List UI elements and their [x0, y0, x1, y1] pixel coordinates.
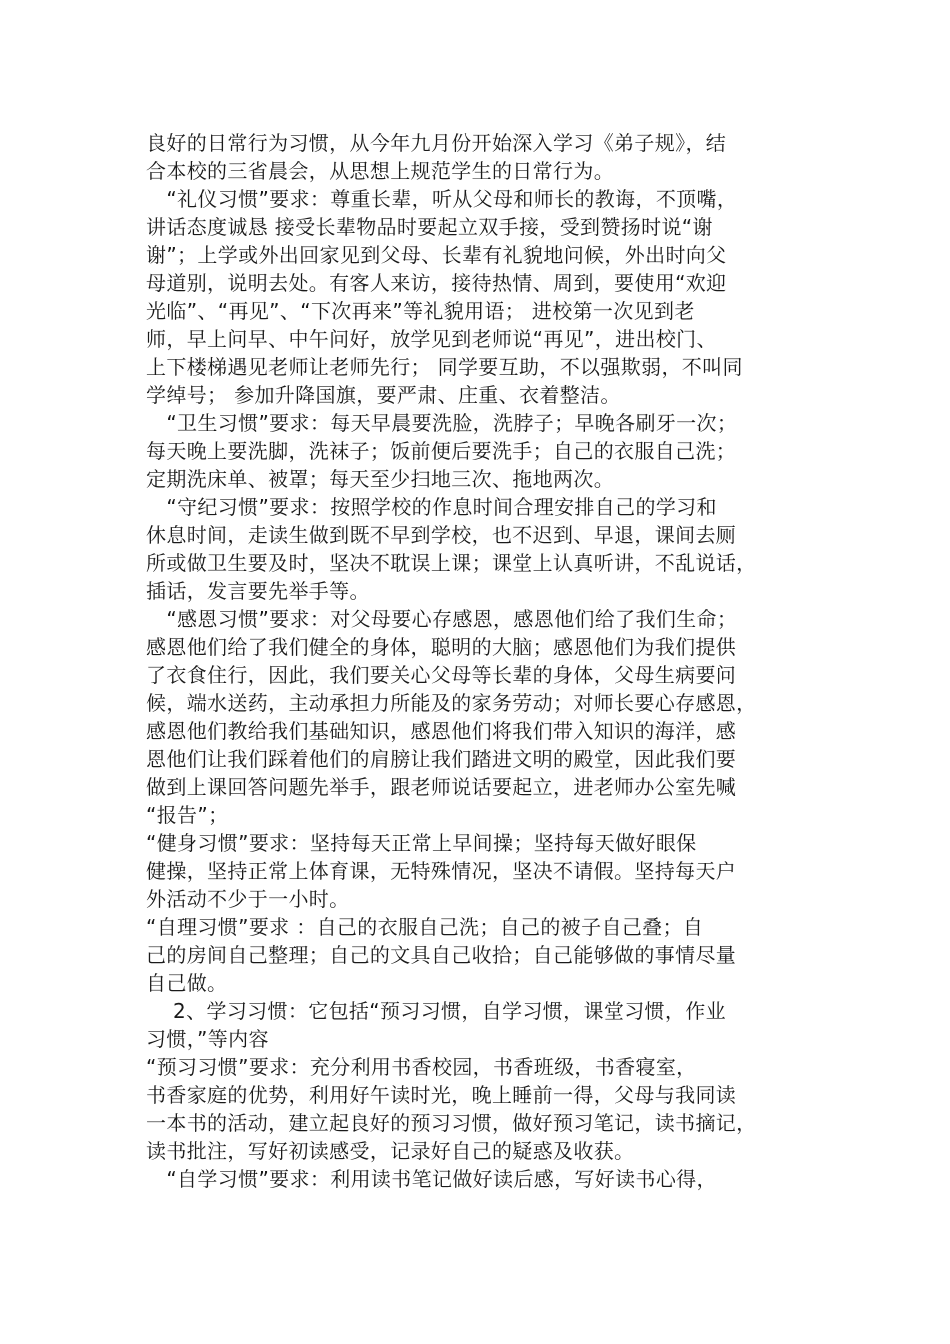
text-line: 一本书的活动，建立起良好的预习习惯，做好预习笔记，读书摘记， [146, 1111, 757, 1135]
text-line: 了衣食住行，因此，我们要关心父母等长辈的身体，父母生病要问 [146, 663, 737, 687]
text-line: 光临”、“再见”、“下次再来”等礼貌用语； 进校第一次见到老 [146, 299, 695, 323]
text-line: 做到上课回答问题先举手，跟老师说话要起立，进老师办公室先喊 [146, 775, 737, 799]
text-line: 定期洗床单、被罩；每天至少扫地三次、拖地两次。 [146, 467, 615, 491]
text-line: 感恩他们给了我们健全的身体，聪明的大脑；感恩他们为我们提供 [146, 635, 737, 659]
text-line: 书香家庭的优势，利用好午读时光，晚上睡前一得，父母与我同读 [146, 1083, 737, 1107]
text-line: 候，端水送药，主动承担力所能及的家务劳动；对师长要心存感恩， [146, 691, 757, 715]
text-line: 学绰号； 参加升降国旗，要严肃、庄重、衣着整洁。 [146, 383, 621, 407]
text-line: 健操，坚持正常上体育课，无特殊情况，坚决不请假。坚持每天户 [146, 859, 737, 883]
text-line: 2、学习习惯：它包括“预习习惯，自学习惯，课堂习惯，作业 [146, 999, 726, 1023]
text-line: 恩他们让我们踩着他们的肩膀让我们踏进文明的殿堂，因此我们要 [146, 747, 737, 771]
text-line: “自学习惯”要求：利用读书笔记做好读后感，写好读书心得， [146, 1167, 717, 1191]
text-line: 外活动不少于一小时。 [146, 887, 350, 911]
text-line: 谢”；上学或外出回家见到父母、长辈有礼貌地问候，外出时向父 [146, 243, 727, 267]
text-line: 插话，发言要先举手等。 [146, 579, 370, 603]
text-line: 合本校的三省晨会，从思想上规范学生的日常行为。 [146, 159, 615, 183]
text-line: 师，早上问早、中午问好，放学见到老师说“再见”，进出校门、 [146, 327, 717, 351]
text-line: “守纪习惯”要求：按照学校的作息时间合理安排自己的学习和 [146, 495, 717, 519]
text-line: 每天晚上要洗脚，洗袜子；饭前便后要洗手；自己的衣服自己洗； [146, 439, 737, 463]
text-line: 自己做。 [146, 971, 228, 995]
text-line: “礼仪习惯”要求：尊重长辈，听从父母和师长的教诲，不顶嘴， [146, 187, 738, 211]
text-line: “预习习惯”要求：充分利用书香校园，书香班级，书香寝室， [146, 1055, 697, 1079]
text-line: 己的房间自己整理；自己的文具自己收拾；自己能够做的事情尽量 [146, 943, 737, 967]
text-line: “卫生习惯”要求：每天早晨要洗脸，洗脖子；早晚各刷牙一次； [146, 411, 738, 435]
text-line: “感恩习惯”要求：对父母要心存感恩，感恩他们给了我们生命； [146, 607, 738, 631]
text-line: 讲话态度诚恳 接受长辈物品时要起立双手接，受到赞扬时说“谢 [146, 215, 713, 239]
text-line: “健身习惯”要求：坚持每天正常上早间操；坚持每天做好眼保 [146, 831, 697, 855]
text-line: 所或做卫生要及时，坚决不耽误上课；课堂上认真听讲，不乱说话， [146, 551, 757, 575]
text-line: 感恩他们教给我们基础知识，感恩他们将我们带入知识的海洋，感 [146, 719, 737, 743]
text-line: “自理习惯”要求 ：自己的衣服自己洗；自己的被子自己叠；自 [146, 915, 704, 939]
text-line: 良好的日常行为习惯，从今年九月份开始深入学习《弟子规》，结 [146, 131, 727, 155]
text-line: 读书批注，写好初读感受，记录好自己的疑惑及收获。 [146, 1139, 635, 1163]
text-line: “报告”； [146, 803, 229, 827]
text-line: 习惯，”等内容 [146, 1027, 269, 1051]
text-line: 上下楼梯遇见老师让老师先行； 同学要互助，不以强欺弱，不叫同 [146, 355, 743, 379]
text-line: 休息时间，走读生做到既不早到学校，也不迟到、早退，课间去厕 [146, 523, 737, 547]
text-line: 母道别，说明去处。有客人来访，接待热情、周到，要使用“欢迎 [146, 271, 727, 295]
